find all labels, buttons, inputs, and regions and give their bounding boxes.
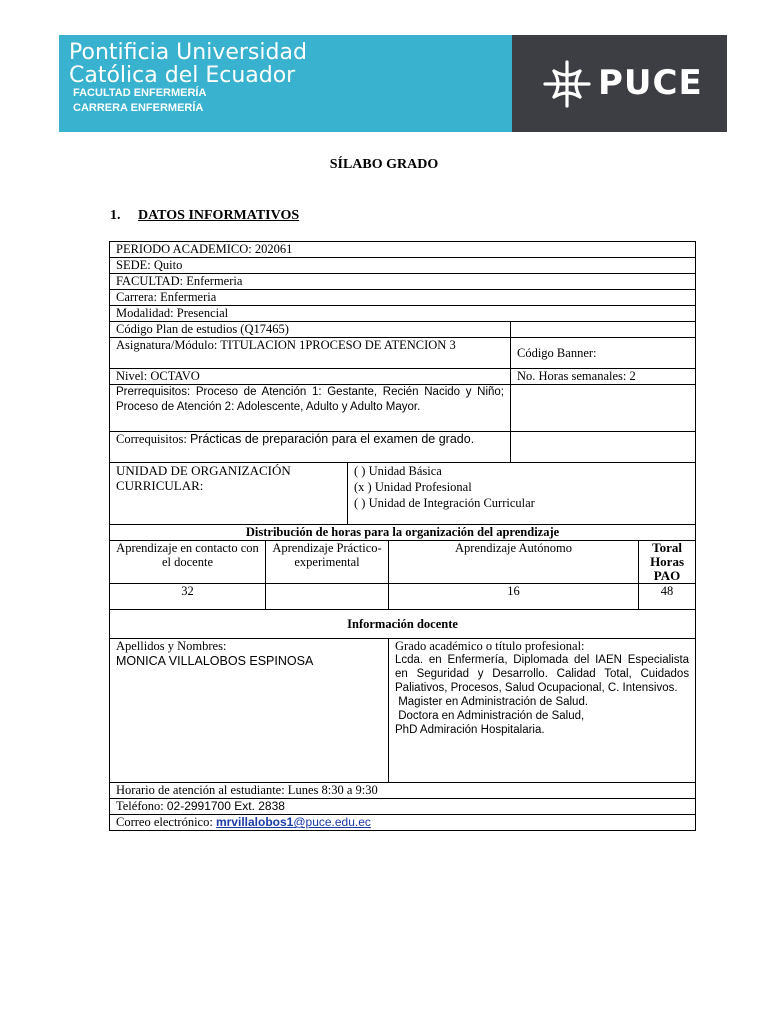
informative-data-table — [109, 241, 696, 831]
sede-cell: SEDE: Quito — [110, 258, 696, 274]
section-title: DATOS INFORMATIVOS — [138, 208, 300, 223]
degree-phd: PhD Admiración Hospitalaria. — [395, 724, 545, 736]
university-block — [59, 35, 512, 132]
unidad-label-cell: UNIDAD DE ORGANIZACIÓN CURRICULAR: — [110, 463, 348, 525]
university-name-line2: Católica del Ecuador — [69, 63, 296, 88]
telefono-label: Teléfono: — [116, 799, 167, 813]
teacher-names-value: MONICA VILLALOBOS ESPINOSA — [116, 654, 314, 668]
document-title: SÍLABO GRADO — [329, 157, 439, 172]
correo-label: Correo electrónico: — [116, 815, 216, 829]
codigo-plan-cell: Código Plan de estudios (Q17465) — [110, 322, 511, 338]
correquisitos-value: Prácticas de preparación para el examen de grado. — [189, 432, 475, 446]
empty-cell — [511, 385, 696, 432]
val-contacto: 32 — [110, 584, 266, 610]
val-practico — [266, 584, 389, 610]
correo-cell — [110, 815, 696, 831]
unidad-option-profesional: (x ) Unidad Profesional — [354, 480, 472, 494]
facultad-cell: FACULTAD: Enfermeria — [110, 274, 696, 290]
email-link[interactable] — [216, 815, 371, 829]
email-user: mrvillalobos1 — [215, 815, 294, 829]
university-name-line1: Pontificia Universidad — [69, 40, 307, 65]
correquisitos-cell — [110, 432, 511, 463]
periodo-cell: PERIODO ACADEMICO: 202061 — [110, 242, 696, 258]
teacher-heading: Información docente — [110, 610, 696, 639]
carrera-cell: Carrera: Enfermeria — [110, 290, 696, 306]
unidad-option-integracion: ( ) Unidad de Integración Curricular — [354, 496, 535, 510]
degree-label: Grado académico o título profesional: — [395, 639, 585, 653]
prerrequisitos-cell: Prerrequisitos: Proceso de Atención 1: Gestante, Recién Nacido y Niño; Proceso de Atención 2: Adolescente, Adulto y Adulto Mayor. — [110, 385, 511, 432]
teacher-names-cell — [110, 639, 389, 783]
teacher-degree-cell — [389, 639, 696, 783]
col-practico-header: Aprendizaje Práctico-experimental — [266, 541, 389, 584]
teacher-names-label: Apellidos y Nombres: — [116, 639, 227, 653]
header-banner — [59, 35, 727, 132]
col-autonomo-header: Aprendizaje Autónomo — [389, 541, 639, 584]
col-total-header: Toral Horas PAO — [639, 541, 696, 584]
codigo-banner-cell: Código Banner: — [511, 338, 696, 369]
hours-heading: Distribución de horas para la organización del aprendizaje — [110, 525, 696, 541]
puce-logo-text: PUCE — [598, 63, 703, 103]
modalidad-cell: Modalidad: Presencial — [110, 306, 696, 322]
telefono-value: 02-2991700 Ext. 2838 — [166, 799, 285, 813]
section-heading — [110, 208, 299, 224]
logo-block — [512, 35, 727, 132]
val-autonomo: 16 — [389, 584, 639, 610]
puce-emblem-icon — [542, 59, 592, 109]
val-total: 48 — [639, 584, 696, 610]
empty-cell — [511, 432, 696, 463]
degree-text: Lcda. en Enfermería, Diplomada del IAEN Especialista en Seguridad y Desarrollo. Calidad Total, Cuidados Paliativos, Procesos, Salud Ocupacional, C. Intensivos. — [395, 654, 690, 694]
career-name: CARRERA ENFERMERÍA — [73, 102, 204, 114]
nivel-cell: Nivel: OCTAVO — [110, 369, 511, 385]
unidad-option-basica: ( ) Unidad Básica — [354, 464, 442, 478]
horas-semanales-cell: No. Horas semanales: 2 — [511, 369, 696, 385]
empty-cell — [511, 322, 696, 338]
telefono-cell — [110, 799, 696, 815]
horario-cell: Horario de atención al estudiante: Lunes 8:30 a 9:30 — [110, 783, 696, 799]
section-number: 1. — [110, 208, 121, 223]
unidad-options-cell — [348, 463, 696, 525]
col-contacto-header: Aprendizaje en contacto con el docente — [110, 541, 266, 584]
degree-doctora: Doctora en Administración de Salud, — [395, 710, 585, 722]
email-domain: @puce.edu.ec — [293, 815, 371, 829]
correquisitos-label: Correquisitos: — [116, 432, 190, 446]
asignatura-cell: Asignatura/Módulo: TITULACION 1PROCESO DE ATENCION 3 — [110, 338, 511, 369]
degree-magister: Magister en Administración de Salud. — [395, 696, 589, 708]
faculty-name: FACULTAD ENFERMERÍA — [73, 87, 207, 99]
